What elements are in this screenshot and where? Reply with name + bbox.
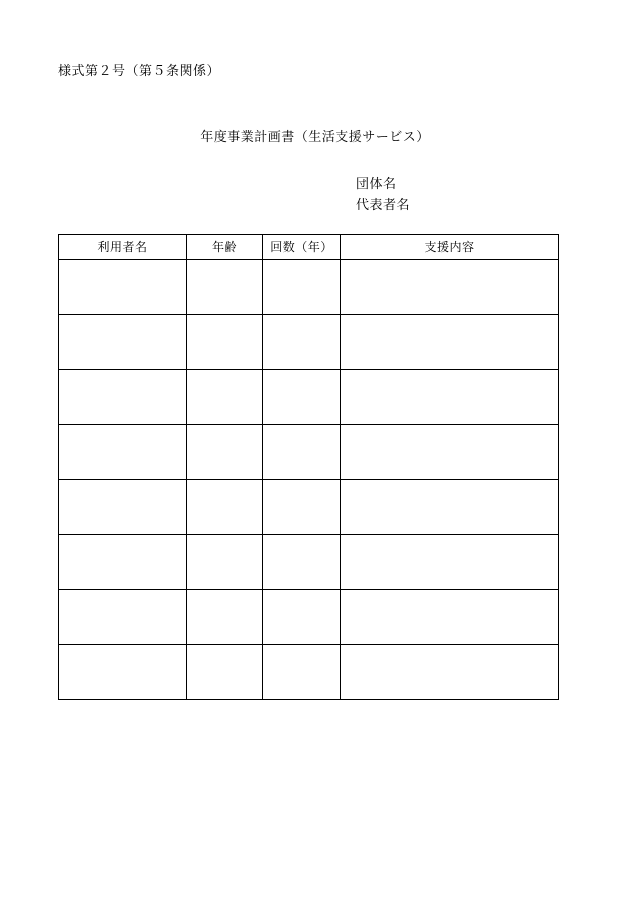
- cell-count[interactable]: [263, 590, 341, 645]
- cell-support-content[interactable]: [341, 590, 559, 645]
- cell-support-content[interactable]: [341, 260, 559, 315]
- column-header-support-content: 支援内容: [341, 235, 559, 260]
- table-row: [59, 370, 559, 425]
- column-header-count: 回数（年）: [263, 235, 341, 260]
- cell-support-content[interactable]: [341, 425, 559, 480]
- table-row: [59, 260, 559, 315]
- column-header-age: 年齢: [187, 235, 263, 260]
- cell-user-name[interactable]: [59, 260, 187, 315]
- cell-age[interactable]: [187, 425, 263, 480]
- cell-support-content[interactable]: [341, 645, 559, 700]
- cell-age[interactable]: [187, 535, 263, 590]
- cell-age[interactable]: [187, 590, 263, 645]
- cell-user-name[interactable]: [59, 590, 187, 645]
- table-header-row: [59, 235, 559, 260]
- table-row: [59, 315, 559, 370]
- cell-count[interactable]: [263, 425, 341, 480]
- cell-count[interactable]: [263, 645, 341, 700]
- cell-user-name[interactable]: [59, 315, 187, 370]
- cell-support-content[interactable]: [341, 535, 559, 590]
- cell-user-name[interactable]: [59, 370, 187, 425]
- cell-user-name[interactable]: [59, 425, 187, 480]
- cell-support-content[interactable]: [341, 480, 559, 535]
- table-row: [59, 480, 559, 535]
- table-row: [59, 590, 559, 645]
- cell-count[interactable]: [263, 480, 341, 535]
- cell-count[interactable]: [263, 370, 341, 425]
- cell-count[interactable]: [263, 535, 341, 590]
- cell-support-content[interactable]: [341, 315, 559, 370]
- cell-age[interactable]: [187, 480, 263, 535]
- representative-name-label: 代表者名: [356, 197, 411, 212]
- cell-user-name[interactable]: [59, 480, 187, 535]
- column-header-user-name: 利用者名: [59, 235, 187, 260]
- cell-age[interactable]: [187, 260, 263, 315]
- cell-support-content[interactable]: [341, 370, 559, 425]
- table-row: [59, 645, 559, 700]
- cell-user-name[interactable]: [59, 645, 187, 700]
- organization-name-label: 団体名: [356, 176, 397, 191]
- cell-count[interactable]: [263, 315, 341, 370]
- cell-age[interactable]: [187, 645, 263, 700]
- support-plan-table: [58, 234, 559, 700]
- form-number: 様式第２号（第５条関係）: [58, 63, 221, 78]
- table-row: [59, 535, 559, 590]
- table-row: [59, 425, 559, 480]
- cell-age[interactable]: [187, 370, 263, 425]
- page-title: 年度事業計画書（生活支援サービス）: [200, 129, 430, 144]
- organization-fields: [356, 173, 410, 215]
- cell-count[interactable]: [263, 260, 341, 315]
- cell-user-name[interactable]: [59, 535, 187, 590]
- cell-age[interactable]: [187, 315, 263, 370]
